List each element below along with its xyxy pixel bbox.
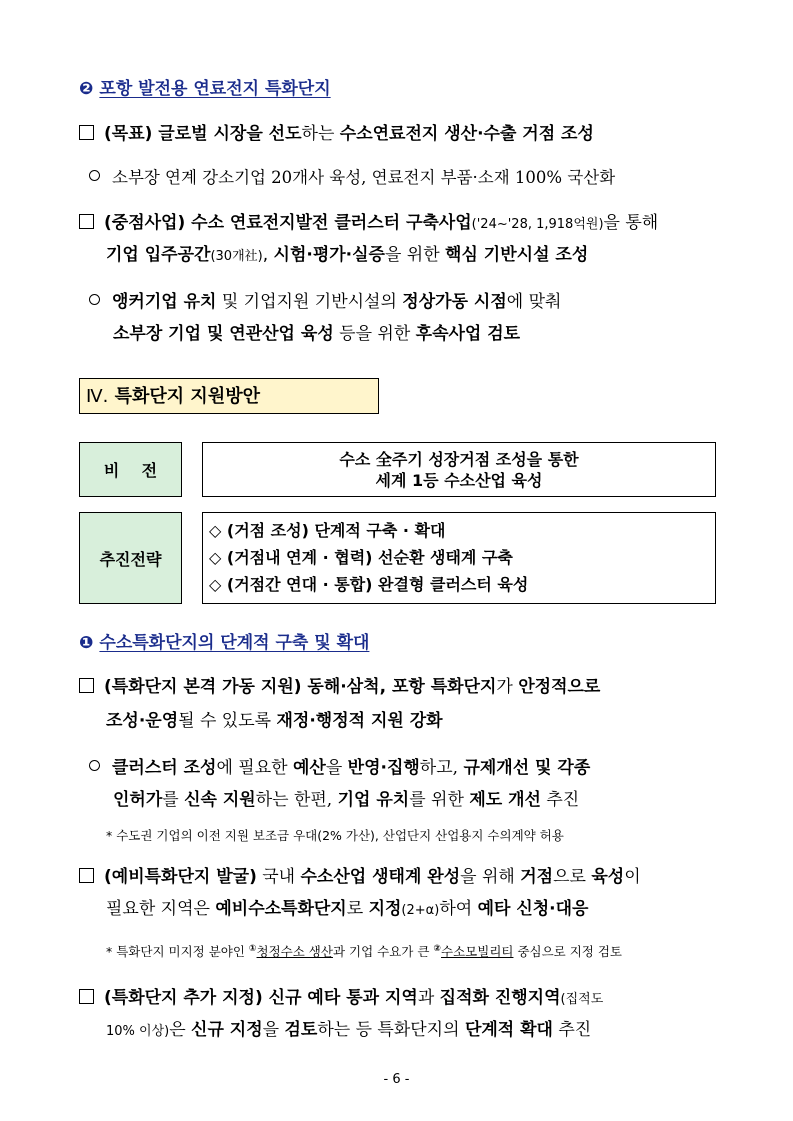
section-title: 특화단지 지원방안 bbox=[108, 386, 260, 407]
checkbox-square-icon bbox=[79, 678, 94, 693]
footnote-incentive: * 수도권 기업의 이전 지원 보조금 우대(2% 가산), 산업단지 산업용지 수의계약 허용 bbox=[106, 828, 564, 843]
bullet-full-operation: (특화단지 본격 가동 지원) 동해·삼척, 포항 특화단지가 안정적으로 bbox=[79, 676, 600, 698]
checkbox-square-icon bbox=[79, 868, 94, 883]
vision-line-1: 수소 全주기 성장거점 조성을 통한 bbox=[339, 450, 579, 469]
checkbox-square-icon bbox=[79, 214, 94, 229]
bullet-goal: (목표) 글로벌 시장을 선도하는 수소연료전지 생산·수출 거점 조성 bbox=[79, 123, 594, 145]
page-number: - 6 - bbox=[383, 1072, 410, 1087]
bullet-key-project-cont: 기업 입주공간(30개社), 시험·평가·실증을 위한 핵심 기반시설 조성 bbox=[106, 245, 589, 265]
sub-bullet-cluster: 클러스터 조성에 필요한 예산을 반영·집행하고, 규제개선 및 각종 bbox=[89, 757, 590, 779]
section-heading-support bbox=[79, 378, 379, 414]
vision-label: 비 전 bbox=[79, 442, 182, 497]
section-number: ❶ bbox=[79, 633, 94, 653]
sub-bullet-anchor: 앵커기업 유치 및 기업지원 기반시설의 정상가동 시점에 맞춰 bbox=[89, 291, 561, 313]
section-heading-stepwise bbox=[79, 628, 369, 653]
vision-line-2: 세계 1등 수소산업 육성 bbox=[375, 471, 543, 490]
sub-bullet-anchor-cont: 소부장 기업 및 연관산업 육성 등을 위한 후속사업 검토 bbox=[113, 324, 521, 344]
bullet-additional: (특화단지 추가 지정) 신규 예타 통과 지역과 집적화 진행지역(집적도 bbox=[79, 987, 603, 1011]
section-number: ❷ bbox=[79, 79, 94, 99]
circle-bullet-icon bbox=[89, 170, 100, 181]
checkbox-square-icon bbox=[79, 989, 94, 1004]
footnote-designation: * 특화단지 미지정 분야인 ①청정수소 생산과 기업 수요가 큰 ②수소모빌리티 중심으로 지정 검토 bbox=[106, 944, 622, 959]
vision-box bbox=[202, 442, 716, 497]
circle-bullet-icon bbox=[89, 760, 100, 771]
section-heading-pohang bbox=[79, 74, 331, 99]
section-title: 수소특화단지의 단계적 구축 및 확대 bbox=[99, 633, 370, 653]
strategy-label: 추진전략 bbox=[79, 512, 182, 604]
bullet-key-project: (중점사업) 수소 연료전지발전 클러스터 구축사업('24~'28, 1,918억원)을 통해 bbox=[79, 212, 658, 236]
sub-bullet-goal: 소부장 연계 강소기업 20개사 육성, 연료전지 부품·소재 100% 국산화 bbox=[89, 167, 615, 189]
bullet-preliminary: (예비특화단지 발굴) 국내 수소산업 생태계 완성을 위해 거점으로 육성이 bbox=[79, 866, 641, 888]
bullet-additional-cont: 10% 이상)은 신규 지정을 검토하는 등 특화단지의 단계적 확대 추진 bbox=[106, 1020, 592, 1040]
bullet-preliminary-cont: 필요한 지역은 예비수소특화단지로 지정(2+α)하여 예타 신청·대응 bbox=[106, 899, 589, 919]
sub-bullet-cluster-cont: 인허가를 신속 지원하는 한편, 기업 유치를 위한 제도 개선 추진 bbox=[113, 790, 580, 810]
bullet-full-operation-cont: 조성·운영될 수 있도록 재정·행정적 지원 강화 bbox=[106, 711, 443, 731]
checkbox-square-icon bbox=[79, 125, 94, 140]
section-title: 포항 발전용 연료전지 특화단지 bbox=[99, 79, 331, 99]
strategy-item: ◇ (거점내 연계 · 협력) 선순환 생태계 구축 bbox=[209, 548, 513, 567]
circle-bullet-icon bbox=[89, 294, 100, 305]
strategy-box bbox=[202, 512, 716, 604]
section-number: Ⅳ. bbox=[86, 386, 109, 407]
strategy-item: ◇ (거점 조성) 단계적 구축 · 확대 bbox=[209, 521, 446, 540]
strategy-item: ◇ (거점간 연대 · 통합) 완결형 클러스터 육성 bbox=[209, 575, 529, 594]
